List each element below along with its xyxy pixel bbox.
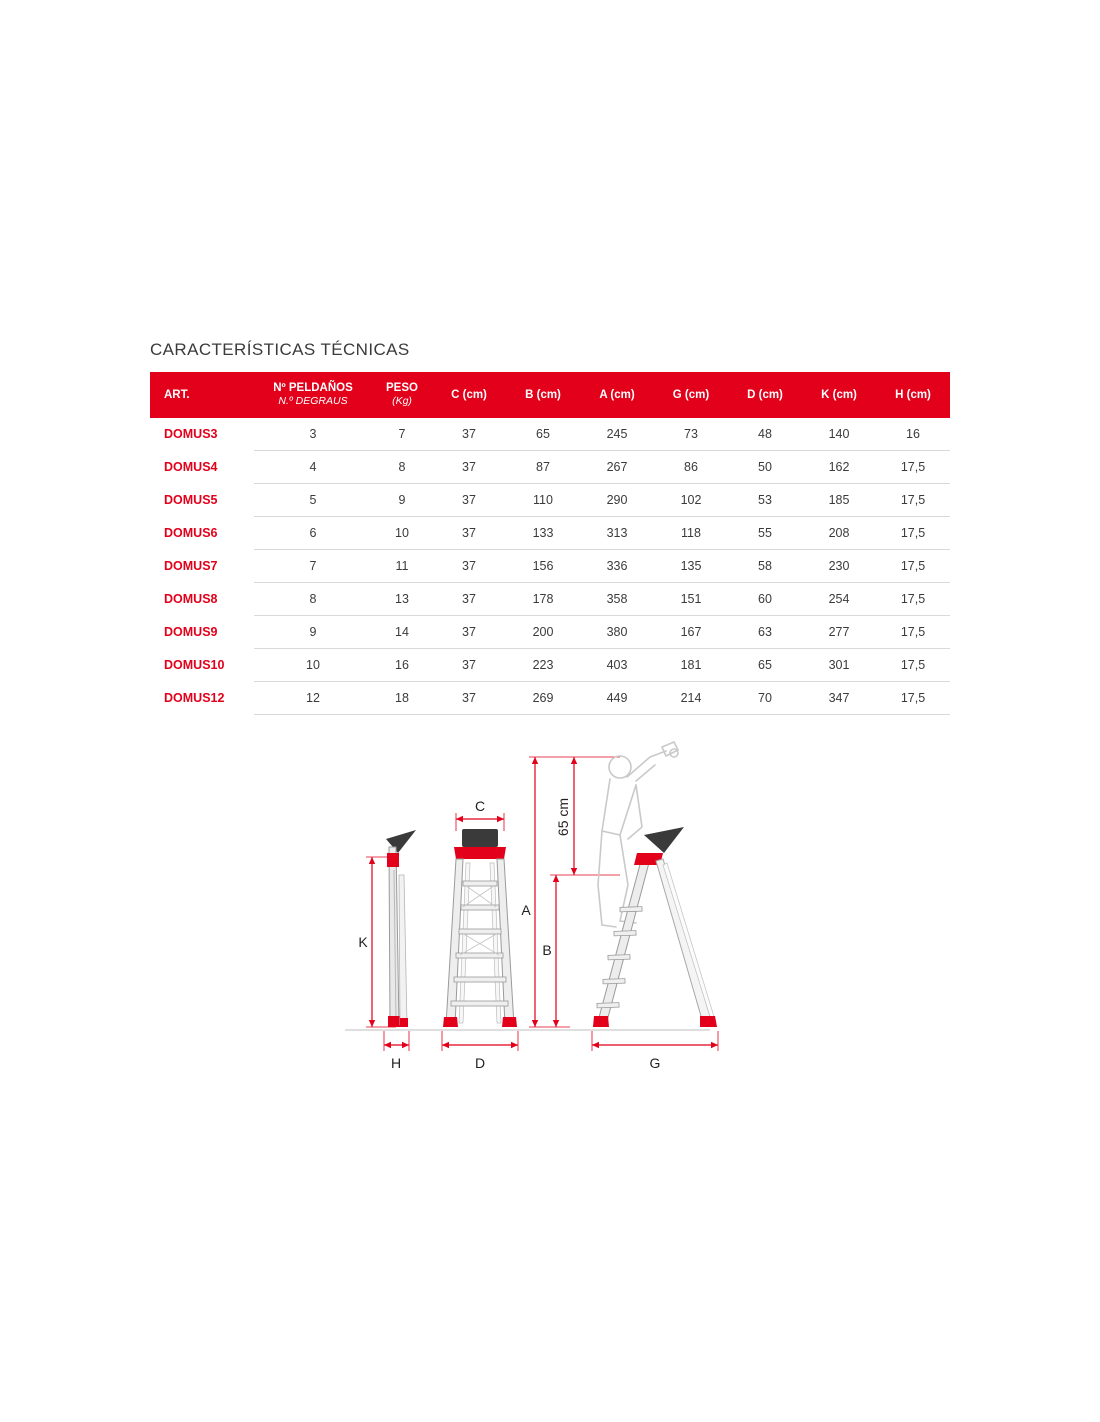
cell-g: 118	[654, 516, 728, 549]
cell-b: 269	[506, 681, 580, 714]
table-row	[150, 648, 950, 681]
cell-b: 133	[506, 516, 580, 549]
ladder-dimension-diagram	[150, 735, 950, 1075]
cell-b: 110	[506, 483, 580, 516]
cell-weight: 13	[372, 582, 432, 615]
cell-k: 254	[802, 582, 876, 615]
column-header-b: B (cm)	[506, 372, 580, 418]
table-row	[150, 483, 950, 516]
cell-weight: 18	[372, 681, 432, 714]
cell-a: 336	[580, 549, 654, 582]
cell-a: 449	[580, 681, 654, 714]
column-header-art: ART.	[150, 372, 254, 418]
cell-k: 301	[802, 648, 876, 681]
cell-h: 17,5	[876, 582, 950, 615]
cell-weight: 14	[372, 615, 432, 648]
table-row	[150, 549, 950, 582]
cell-k: 162	[802, 450, 876, 483]
cell-weight: 7	[372, 418, 432, 451]
cell-a: 358	[580, 582, 654, 615]
label-k: K	[358, 934, 368, 950]
cell-a: 290	[580, 483, 654, 516]
cell-art: DOMUS7	[150, 549, 254, 582]
cell-steps: 3	[254, 418, 372, 451]
cell-d: 48	[728, 418, 802, 451]
cell-d: 58	[728, 549, 802, 582]
cell-a: 380	[580, 615, 654, 648]
cell-steps: 12	[254, 681, 372, 714]
cell-c: 37	[432, 648, 506, 681]
cell-art: DOMUS4	[150, 450, 254, 483]
cell-b: 156	[506, 549, 580, 582]
table-header-row	[150, 372, 950, 418]
cell-steps: 7	[254, 549, 372, 582]
dimension-h	[384, 1031, 409, 1071]
cell-b: 87	[506, 450, 580, 483]
cell-c: 37	[432, 582, 506, 615]
cell-a: 267	[580, 450, 654, 483]
cell-h: 17,5	[876, 615, 950, 648]
cell-k: 208	[802, 516, 876, 549]
cell-d: 55	[728, 516, 802, 549]
table-row	[150, 615, 950, 648]
cell-weight: 8	[372, 450, 432, 483]
cell-d: 50	[728, 450, 802, 483]
cell-steps: 6	[254, 516, 372, 549]
cell-d: 63	[728, 615, 802, 648]
cell-d: 65	[728, 648, 802, 681]
column-header-weight: PESO (Kg)	[372, 372, 432, 418]
cell-c: 37	[432, 615, 506, 648]
ladder-side-view	[386, 830, 416, 1027]
dimension-c	[456, 798, 504, 831]
dimension-reach	[555, 757, 577, 875]
cell-c: 37	[432, 483, 506, 516]
label-d: D	[474, 1055, 486, 1071]
column-header-a: A (cm)	[580, 372, 654, 418]
cell-h: 17,5	[876, 681, 950, 714]
cell-art: DOMUS3	[150, 418, 254, 451]
cell-b: 178	[506, 582, 580, 615]
cell-g: 214	[654, 681, 728, 714]
cell-h: 17,5	[876, 516, 950, 549]
cell-k: 230	[802, 549, 876, 582]
column-header-d: D (cm)	[728, 372, 802, 418]
dimension-a	[521, 757, 620, 1027]
cell-g: 102	[654, 483, 728, 516]
cell-weight: 16	[372, 648, 432, 681]
table-row	[150, 418, 950, 451]
cell-c: 37	[432, 418, 506, 451]
cell-b: 200	[506, 615, 580, 648]
column-header-steps-sub: N.º DEGRAUS	[278, 395, 348, 408]
table-row	[150, 582, 950, 615]
cell-c: 37	[432, 450, 506, 483]
cell-b: 223	[506, 648, 580, 681]
label-reach: 65 cm	[555, 797, 571, 837]
cell-g: 181	[654, 648, 728, 681]
specifications-table	[150, 372, 950, 715]
cell-c: 37	[432, 549, 506, 582]
label-c: C	[474, 798, 486, 814]
technical-specs-section	[150, 340, 950, 715]
cell-k: 185	[802, 483, 876, 516]
table-row	[150, 450, 950, 483]
cell-steps: 10	[254, 648, 372, 681]
cell-art: DOMUS8	[150, 582, 254, 615]
column-header-h: H (cm)	[876, 372, 950, 418]
cell-g: 151	[654, 582, 728, 615]
cell-art: DOMUS5	[150, 483, 254, 516]
cell-d: 70	[728, 681, 802, 714]
cell-d: 60	[728, 582, 802, 615]
column-header-g: G (cm)	[654, 372, 728, 418]
cell-weight: 9	[372, 483, 432, 516]
cell-steps: 4	[254, 450, 372, 483]
cell-h: 16	[876, 418, 950, 451]
cell-c: 37	[432, 681, 506, 714]
cell-k: 140	[802, 418, 876, 451]
cell-a: 313	[580, 516, 654, 549]
cell-art: DOMUS10	[150, 648, 254, 681]
label-a: A	[521, 902, 531, 918]
table-row	[150, 516, 950, 549]
cell-k: 277	[802, 615, 876, 648]
cell-g: 167	[654, 615, 728, 648]
page-title: CARACTERÍSTICAS TÉCNICAS	[150, 340, 410, 359]
cell-a: 403	[580, 648, 654, 681]
dimension-d	[442, 1031, 518, 1071]
cell-g: 86	[654, 450, 728, 483]
cell-h: 17,5	[876, 648, 950, 681]
cell-k: 347	[802, 681, 876, 714]
cell-b: 65	[506, 418, 580, 451]
column-header-weight-sub: (Kg)	[392, 395, 412, 408]
table-row	[150, 681, 950, 714]
column-header-k: K (cm)	[802, 372, 876, 418]
cell-art: DOMUS12	[150, 681, 254, 714]
ladder-open-side-view	[593, 742, 717, 1027]
cell-g: 135	[654, 549, 728, 582]
cell-steps: 5	[254, 483, 372, 516]
cell-d: 53	[728, 483, 802, 516]
column-header-steps: Nº PELDAÑOS N.º DEGRAUS	[254, 372, 372, 418]
cell-h: 17,5	[876, 483, 950, 516]
ladder-front-view	[443, 829, 517, 1027]
label-b: B	[542, 942, 552, 958]
label-g: G	[649, 1055, 661, 1071]
column-header-c: C (cm)	[432, 372, 506, 418]
cell-steps: 8	[254, 582, 372, 615]
cell-steps: 9	[254, 615, 372, 648]
cell-h: 17,5	[876, 450, 950, 483]
label-h: H	[390, 1055, 402, 1071]
cell-weight: 10	[372, 516, 432, 549]
dimension-g	[592, 1031, 718, 1071]
cell-a: 245	[580, 418, 654, 451]
cell-weight: 11	[372, 549, 432, 582]
cell-art: DOMUS6	[150, 516, 254, 549]
cell-art: DOMUS9	[150, 615, 254, 648]
cell-g: 73	[654, 418, 728, 451]
cell-c: 37	[432, 516, 506, 549]
cell-h: 17,5	[876, 549, 950, 582]
